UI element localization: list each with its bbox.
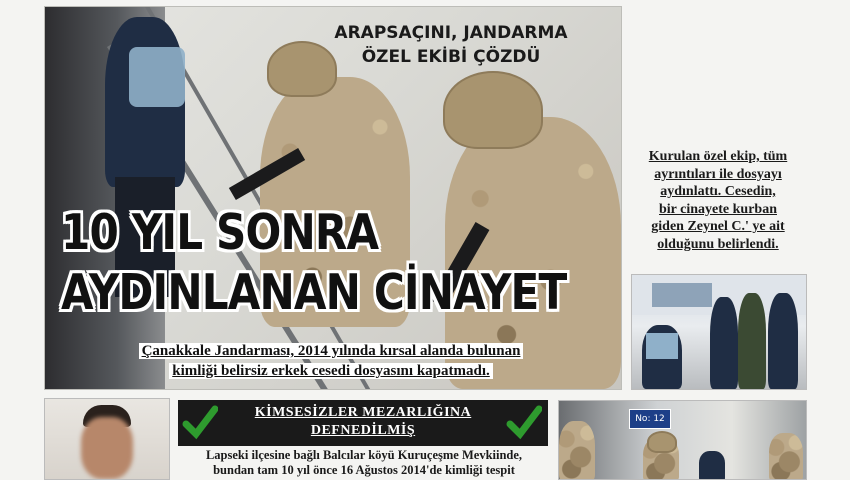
banner-text xyxy=(218,404,508,440)
door-number-plate: No: 12 xyxy=(629,409,671,429)
victim-portrait xyxy=(44,398,170,480)
summary-line: olduğunu belirlendi. xyxy=(657,236,779,252)
article-body xyxy=(180,448,548,478)
summary-line: ayrıntıları ile dosyayı xyxy=(654,166,782,182)
headline-line: 10 YIL SONRA xyxy=(61,204,379,261)
headline xyxy=(61,203,567,323)
kicker-line: ÖZEL EKİBİ ÇÖZDÜ xyxy=(361,47,541,67)
gendarme-figure xyxy=(768,293,798,389)
checkmark-icon xyxy=(182,404,218,440)
summary-line: aydınlattı. Cesedin, xyxy=(660,184,776,199)
helmet xyxy=(443,71,543,149)
banner-line: KİMSESİZLER MEZARLIĞINA xyxy=(254,405,472,420)
main-photo xyxy=(44,6,622,390)
helmet xyxy=(647,431,677,453)
gendarme-vest xyxy=(129,47,185,107)
summary-line: Kurulan özel ekip, tüm xyxy=(648,149,788,164)
special-forces-soldier xyxy=(769,433,803,480)
kicker-line: ARAPSAÇINI, JANDARMA xyxy=(334,23,568,43)
summary-line: giden Zeynel C.' ye ait xyxy=(651,219,785,234)
subheading-banner xyxy=(178,400,548,446)
operation-photo xyxy=(558,400,807,480)
deck-line: Çanakkale Jandarması, 2014 yılında kırsal alanda bulunan xyxy=(139,343,524,359)
deck-line: kimliği belirsiz erkek cesedi dosyasını kapatmadı. xyxy=(169,363,493,379)
gendarme-figure xyxy=(710,297,738,389)
gendarme-vest xyxy=(646,333,678,359)
special-forces-soldier xyxy=(559,421,595,480)
body-line: Lapseki ilçesine bağlı Balcılar köyü Kuruçeşme Mevkiinde, xyxy=(205,448,523,462)
suspect-figure xyxy=(738,293,766,389)
gendarme-figure xyxy=(699,451,725,480)
deck xyxy=(81,341,581,381)
checkmark-icon xyxy=(506,404,542,440)
window xyxy=(652,283,712,307)
kicker xyxy=(321,21,581,69)
headline-line: AYDINLANAN CİNAYET xyxy=(61,264,567,321)
banner-line: DEFNEDİLMİŞ xyxy=(310,423,416,438)
side-summary xyxy=(628,148,808,253)
summary-line: bir cinayete kurban xyxy=(659,201,777,217)
blurred-face xyxy=(81,417,133,479)
body-line: bundan tam 10 yıl önce 16 Ağustos 2014'de kimliği tespit xyxy=(213,463,515,477)
arrest-photo xyxy=(631,274,807,390)
